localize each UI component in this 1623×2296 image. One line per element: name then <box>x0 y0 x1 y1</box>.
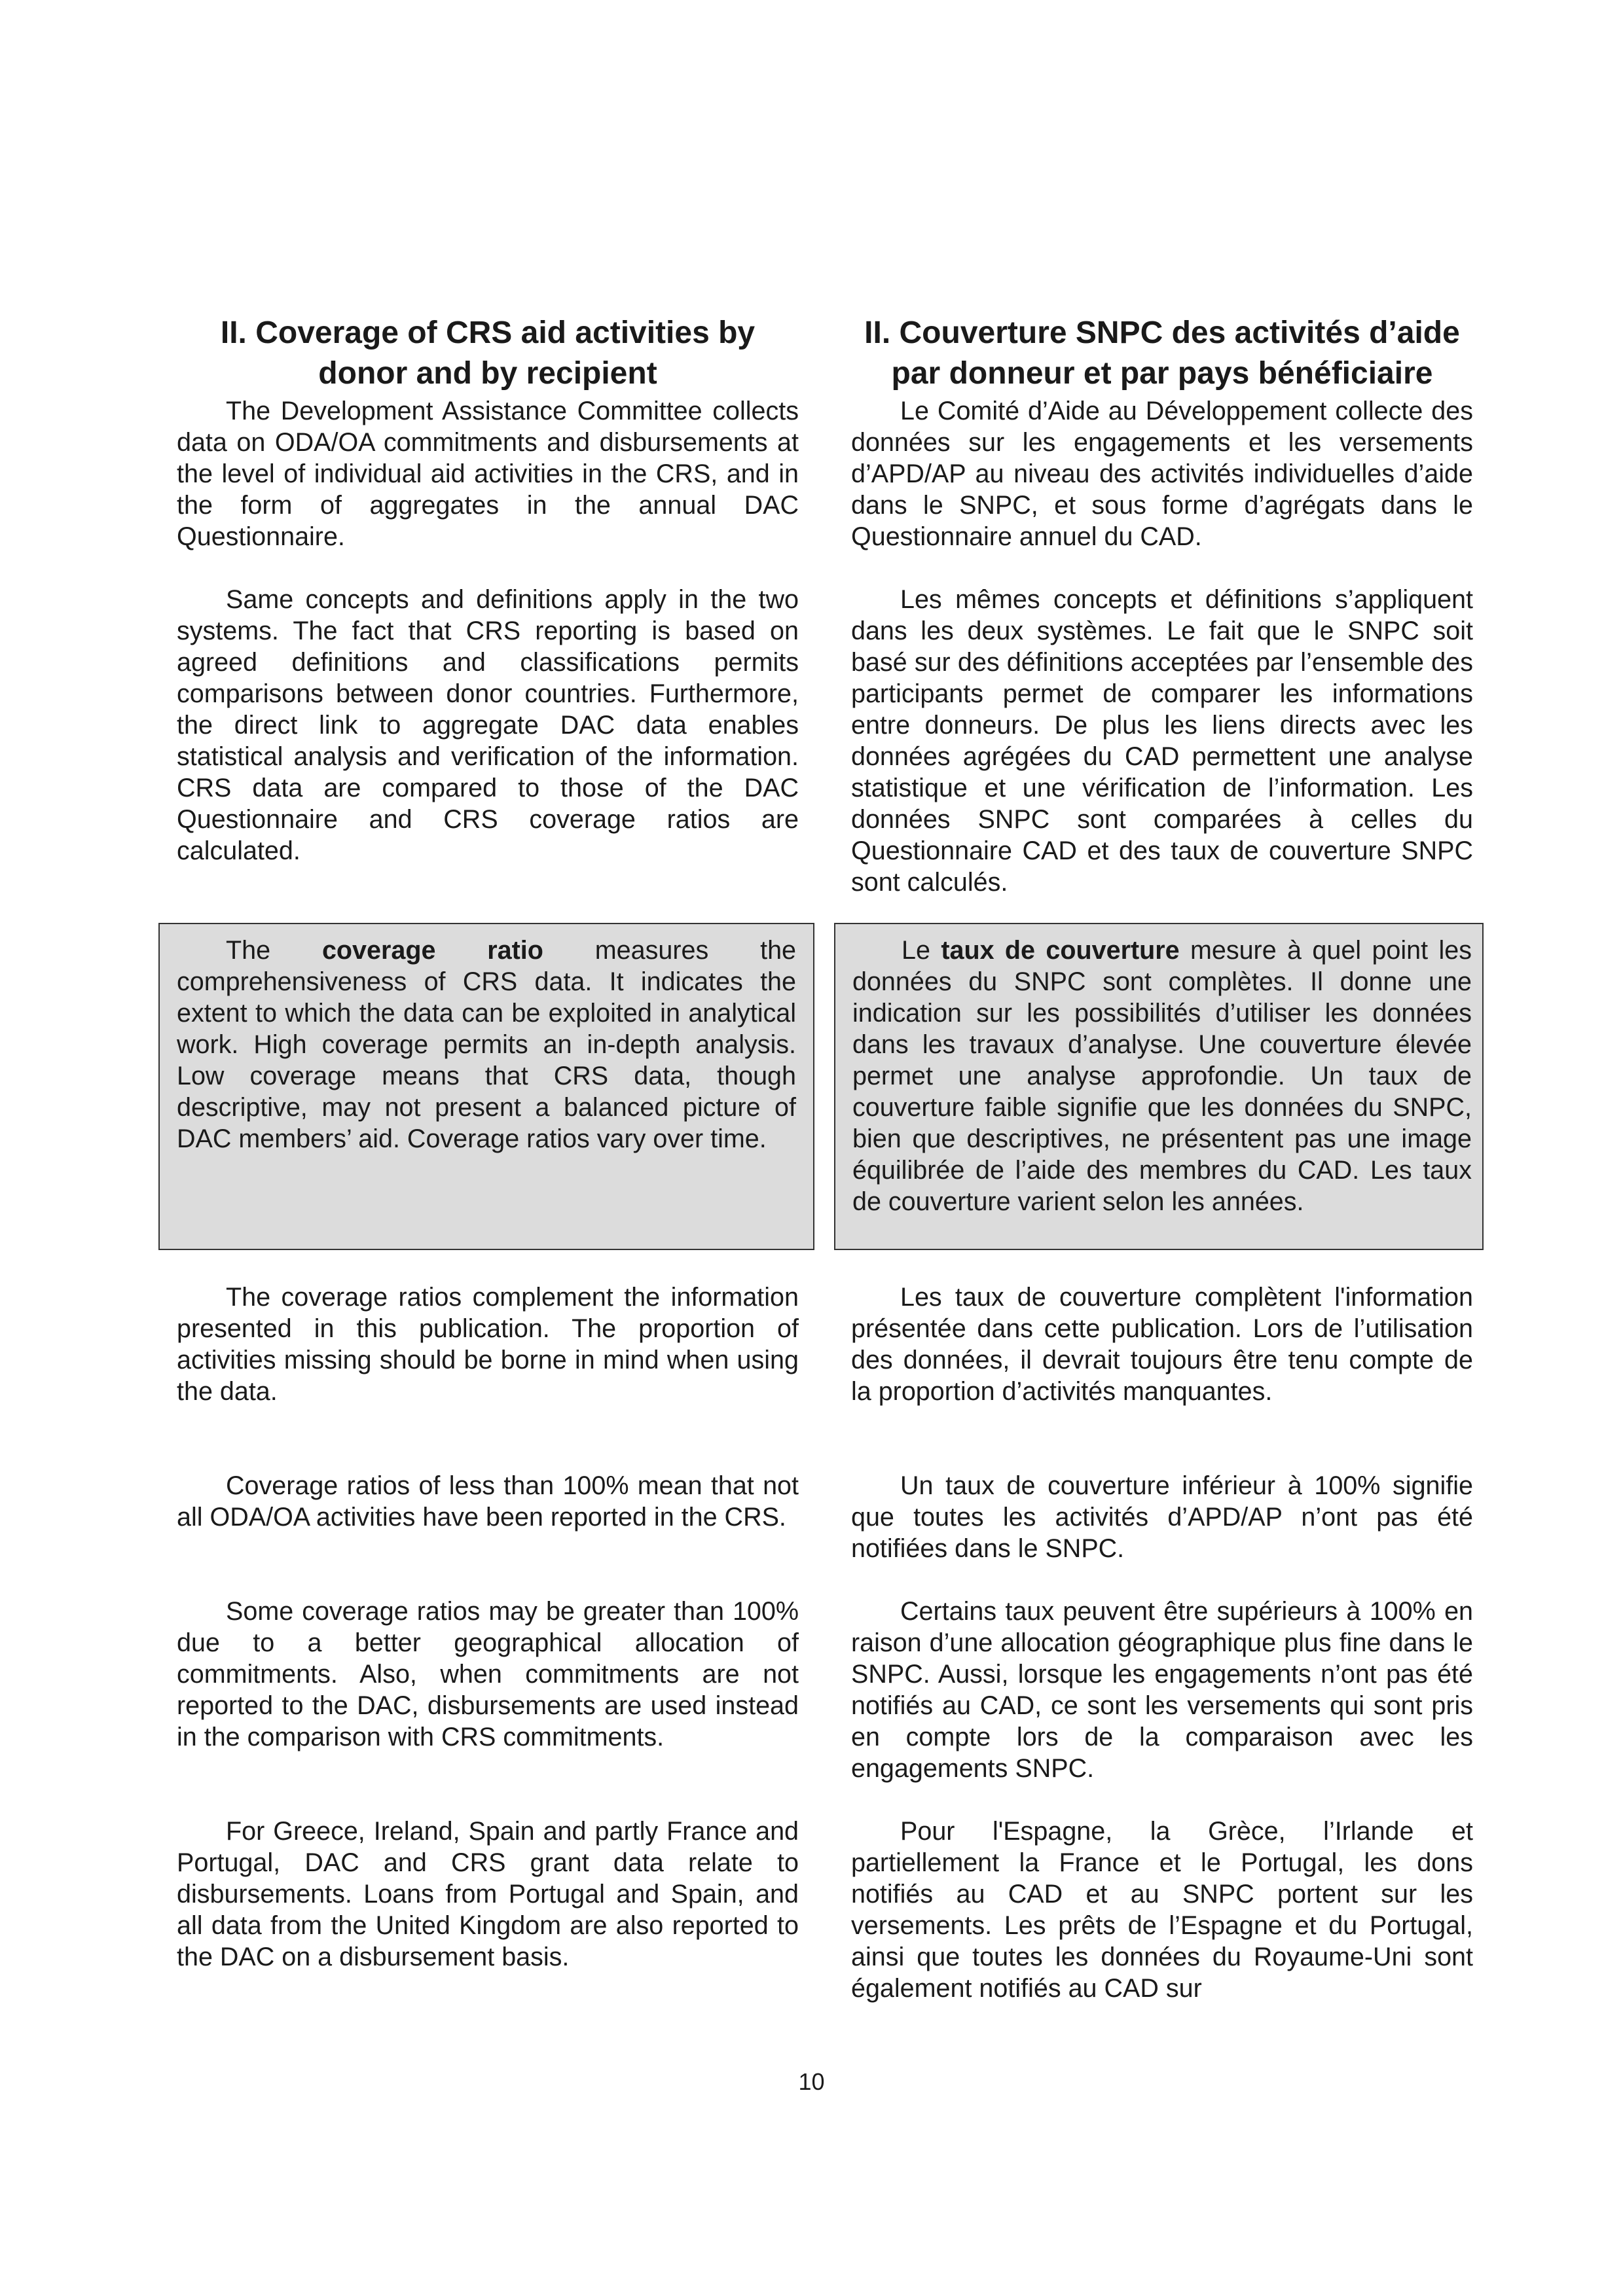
french-paragraph-2: Les mêmes concepts et définitions s’appliquent dans les deux systèmes. Le fait que le SNPC soit basé sur des définitions acceptées par l’ensemble des participants permet de comparer les informations entre donneurs. De plus les liens directs avec les données agrégées du CAD permettent une analyse statistique et une vérification de l’information. Les données SNPC sont comparées à celles du Questionnaire CAD et des taux de couverture SNPC sont calculés. <box>851 585 1473 897</box>
english-paragraph-1: The Development Assistance Committee collects data on ODA/OA commitments and disbursements at the level of individual aid activities in the CRS, and in the form of aggregates in the annual DAC Questionnaire. <box>177 397 799 551</box>
english-paragraph-3: The coverage ratios complement the information presented in this publication. The proportion of activities missing should be borne in mind when using the data. <box>177 1283 799 1406</box>
french-paragraph-1: Le Comité d’Aide au Développement collecte des données sur les engagements et les versements d’APD/AP au niveau des activités individuelles d’aide dans le SNPC, et sous forme d’agrégats dans le Questionnaire annuel du CAD. <box>851 397 1473 551</box>
french-coverage-ratio-box <box>834 923 1484 1250</box>
english-paragraph-5: Some coverage ratios may be greater than 100% due to a better geographical allocation of commitments. Also, when commitments are not reported to the DAC, disbursements are used instead in the comparison with CRS commitments. <box>177 1597 799 1751</box>
french-paragraph-3: Les taux de couverture complètent l'information présentée dans cette publication. Lors de l’utilisation des données, il devrait toujours être tenu compte de la proportion d’activités manquantes. <box>851 1283 1473 1406</box>
french-box-lead: Le <box>902 936 941 965</box>
english-box-lead: The <box>226 936 322 965</box>
french-paragraph-4: Un taux de couverture inférieur à 100% signifie que toutes les activités d’APD/AP n’ont pas été notifiées dans le SNPC. <box>851 1471 1473 1563</box>
english-box-text <box>177 935 796 1155</box>
french-heading: II. Couverture SNPC des activités d’aide par donneur et par pays bénéficiaire <box>864 315 1460 391</box>
english-paragraph-2: Same concepts and definitions apply in the two systems. The fact that CRS reporting is based on agreed definitions and classifications permits comparisons between donor countries. Furthermore, the direct link to aggregate DAC data enables statistical analysis and verification of the information. CRS data are compared to those of the DAC Questionnaire and CRS coverage ratios are calculated. <box>177 585 799 865</box>
page-number: 10 <box>798 2068 825 2095</box>
french-box-text <box>852 935 1472 1217</box>
english-paragraph-6: For Greece, Ireland, Spain and partly France and Portugal, DAC and CRS grant data relate to disbursements. Loans from Portugal and Spain, and all data from the United Kingdom are also reported to the DAC on a disbursement basis. <box>177 1817 799 1971</box>
french-paragraph-6: Pour l'Espagne, la Grèce, l’Irlande et partiellement la France et le Portugal, les dons notifiés au CAD et au SNPC portent sur les versements. Les prêts de l’Espagne et du Portugal, ainsi que toutes les données du Royaume-Uni sont également notifiés au CAD sur <box>851 1817 1473 2003</box>
english-box-term: coverage ratio <box>321 936 543 965</box>
french-box-rest: mesure à quel point les données du SNPC sont complètes. Il donne une indication sur les possibilités d’utiliser les données dans les travaux d’analyse. Une couverture élevée permet une analyse approfondie. Un taux de couverture faible signifie que les données du SNPC, bien que descriptives, ne présentent pas une image équilibrée de l’aide des membres du CAD. Les taux de couverture varient selon les années. <box>852 936 1472 1216</box>
french-box-term: taux de couverture <box>941 936 1180 965</box>
english-heading: II. Coverage of CRS aid activities by donor and by recipient <box>220 315 756 391</box>
english-box-rest: measures the comprehensiveness of CRS data. It indicates the extent to which the data can be exploited in analytical work. High coverage permits an in-depth analysis. Low coverage means that CRS data, though descriptive, may not present a balanced picture of DAC members’ aid. Coverage ratios vary over time. <box>177 936 796 1153</box>
english-coverage-ratio-box <box>158 923 814 1250</box>
english-paragraph-4: Coverage ratios of less than 100% mean that not all ODA/OA activities have been reported in the CRS. <box>177 1471 799 1532</box>
french-paragraph-5: Certains taux peuvent être supérieurs à 100% en raison d’une allocation géographique plus fine dans le SNPC. Aussi, lorsque les engagements n’ont pas été notifiés au CAD, ce sont les versements qui sont pris en compte lors de la comparaison avec les engagements SNPC. <box>851 1597 1473 1783</box>
